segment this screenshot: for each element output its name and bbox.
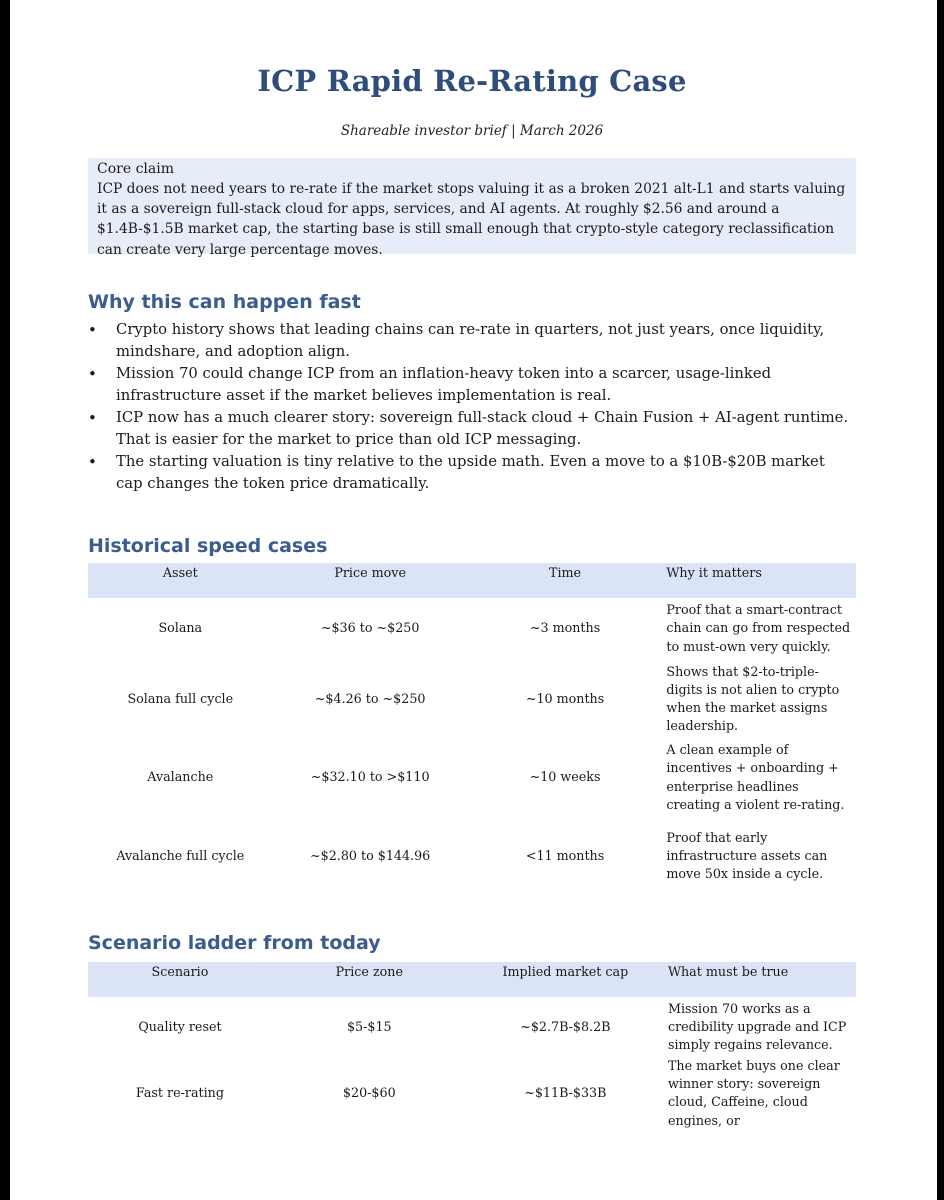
table-row (88, 1057, 856, 1130)
column-header-scenario: Scenario (88, 962, 272, 997)
table-cell: Shows that $2-to-triple-digits is not alien to crypto when the market assigns leadership. (666, 663, 840, 734)
table-row (88, 739, 856, 816)
list-item-text: Crypto history shows that leading chains can re-rate in quarters, not just years, once liquidity, mindshare, and adoption align. (116, 321, 825, 360)
core-claim-box (88, 158, 856, 258)
table-cell: ~$2.7B-$8.2B (520, 1018, 611, 1034)
table-cell: <11 months (525, 847, 605, 863)
list-item (88, 451, 856, 495)
table-cell: Mission 70 works as a credibility upgrade and ICP simply regains relevance. (667, 1000, 847, 1053)
bullet-icon: • (88, 365, 97, 383)
table-cell: ~10 weeks (529, 769, 601, 785)
table-row (88, 816, 856, 896)
list-item-text: The starting valuation is tiny relative to the upside math. Even a move to a $10B-$20B market cap changes the token price dramatically. (116, 453, 825, 492)
core-claim-body: ICP does not need years to re-rate if the market stops valuing it as a broken 2021 alt-L1 and starts valuing it as a sovereign full-stack cloud for apps, services, and AI agents. At roughly $2.56 and around a $1.4B-$1.5B market cap, the starting base is still small enough that crypto-style category reclassification can create very large percentage moves. (97, 181, 846, 258)
table-cell: Avalanche (147, 769, 214, 785)
table-cell: ~$2.80 to $144.96 (310, 847, 431, 863)
table-header-row (88, 563, 856, 598)
document-subtitle: Shareable investor brief | March 2026 (340, 123, 604, 139)
section-heading-speed-cases: Historical speed cases (88, 535, 328, 557)
section-heading-why-fast: Why this can happen fast (88, 291, 361, 313)
column-header-must-be-true: What must be true (664, 962, 856, 997)
column-header-time: Time (468, 563, 663, 598)
bullet-icon: • (88, 453, 97, 471)
section-heading-scenario-ladder: Scenario ladder from today (88, 932, 381, 954)
list-item-text: ICP now has a much clearer story: sovereign full-stack cloud + Chain Fusion + AI-agent runtime. That is easier for the market to price than old ICP messaging. (116, 409, 849, 448)
table-cell: Solana full cycle (127, 690, 234, 706)
table-cell: Quality reset (138, 1018, 222, 1034)
why-fast-list (88, 319, 856, 495)
table-cell: The market buys one clear winner story: sovereign cloud, Caffeine, cloud engines, or (667, 1058, 840, 1128)
list-item-text: Mission 70 could change ICP from an inflation-heavy token into a scarcer, usage-linked infrastructure asset if the market believes implementation is real. (116, 365, 772, 404)
table-cell: $20-$60 (342, 1085, 396, 1101)
scenario-ladder-table (88, 962, 856, 1130)
table-cell: ~$36 to ~$250 (320, 620, 420, 636)
list-item (88, 319, 856, 363)
scan-edge-right (937, 0, 944, 1200)
bullet-icon: • (88, 409, 97, 427)
table-cell: A clean example of incentives + onboarding + enterprise headlines creating a violent re-rating. (666, 742, 845, 812)
list-item (88, 363, 856, 407)
table-cell: Proof that a smart-contract chain can go from respected to must-own very quickly. (666, 602, 851, 654)
table-cell: ~$4.26 to ~$250 (314, 690, 426, 706)
column-header-market-cap: Implied market cap (467, 962, 664, 997)
table-cell: Avalanche full cycle (116, 847, 245, 863)
scan-edge-left (0, 0, 10, 1200)
column-header-asset: Asset (88, 563, 273, 598)
core-claim-heading: Core claim (97, 161, 174, 177)
speed-cases-table (88, 563, 856, 896)
table-cell: ~3 months (529, 620, 601, 636)
table-cell: Proof that early infrastructure assets can move 50x inside a cycle. (666, 829, 828, 882)
column-header-price-move: Price move (273, 563, 468, 598)
table-header-row (88, 962, 856, 997)
table-row (88, 997, 856, 1057)
table-cell: $5-$15 (346, 1018, 392, 1034)
column-header-price-zone: Price zone (272, 962, 467, 997)
table-cell: ~$32.10 to >$110 (310, 769, 430, 785)
table-row (88, 598, 856, 659)
bullet-icon: • (88, 321, 97, 339)
column-header-why: Why it matters (662, 563, 856, 598)
table-cell: ~$11B-$33B (524, 1085, 607, 1101)
table-cell: ~10 months (525, 690, 605, 706)
table-cell: Solana (158, 620, 203, 636)
list-item (88, 407, 856, 451)
table-row (88, 659, 856, 739)
table-cell: Fast re-rating (135, 1085, 224, 1101)
document-title: ICP Rapid Re-Rating Case (257, 64, 687, 98)
